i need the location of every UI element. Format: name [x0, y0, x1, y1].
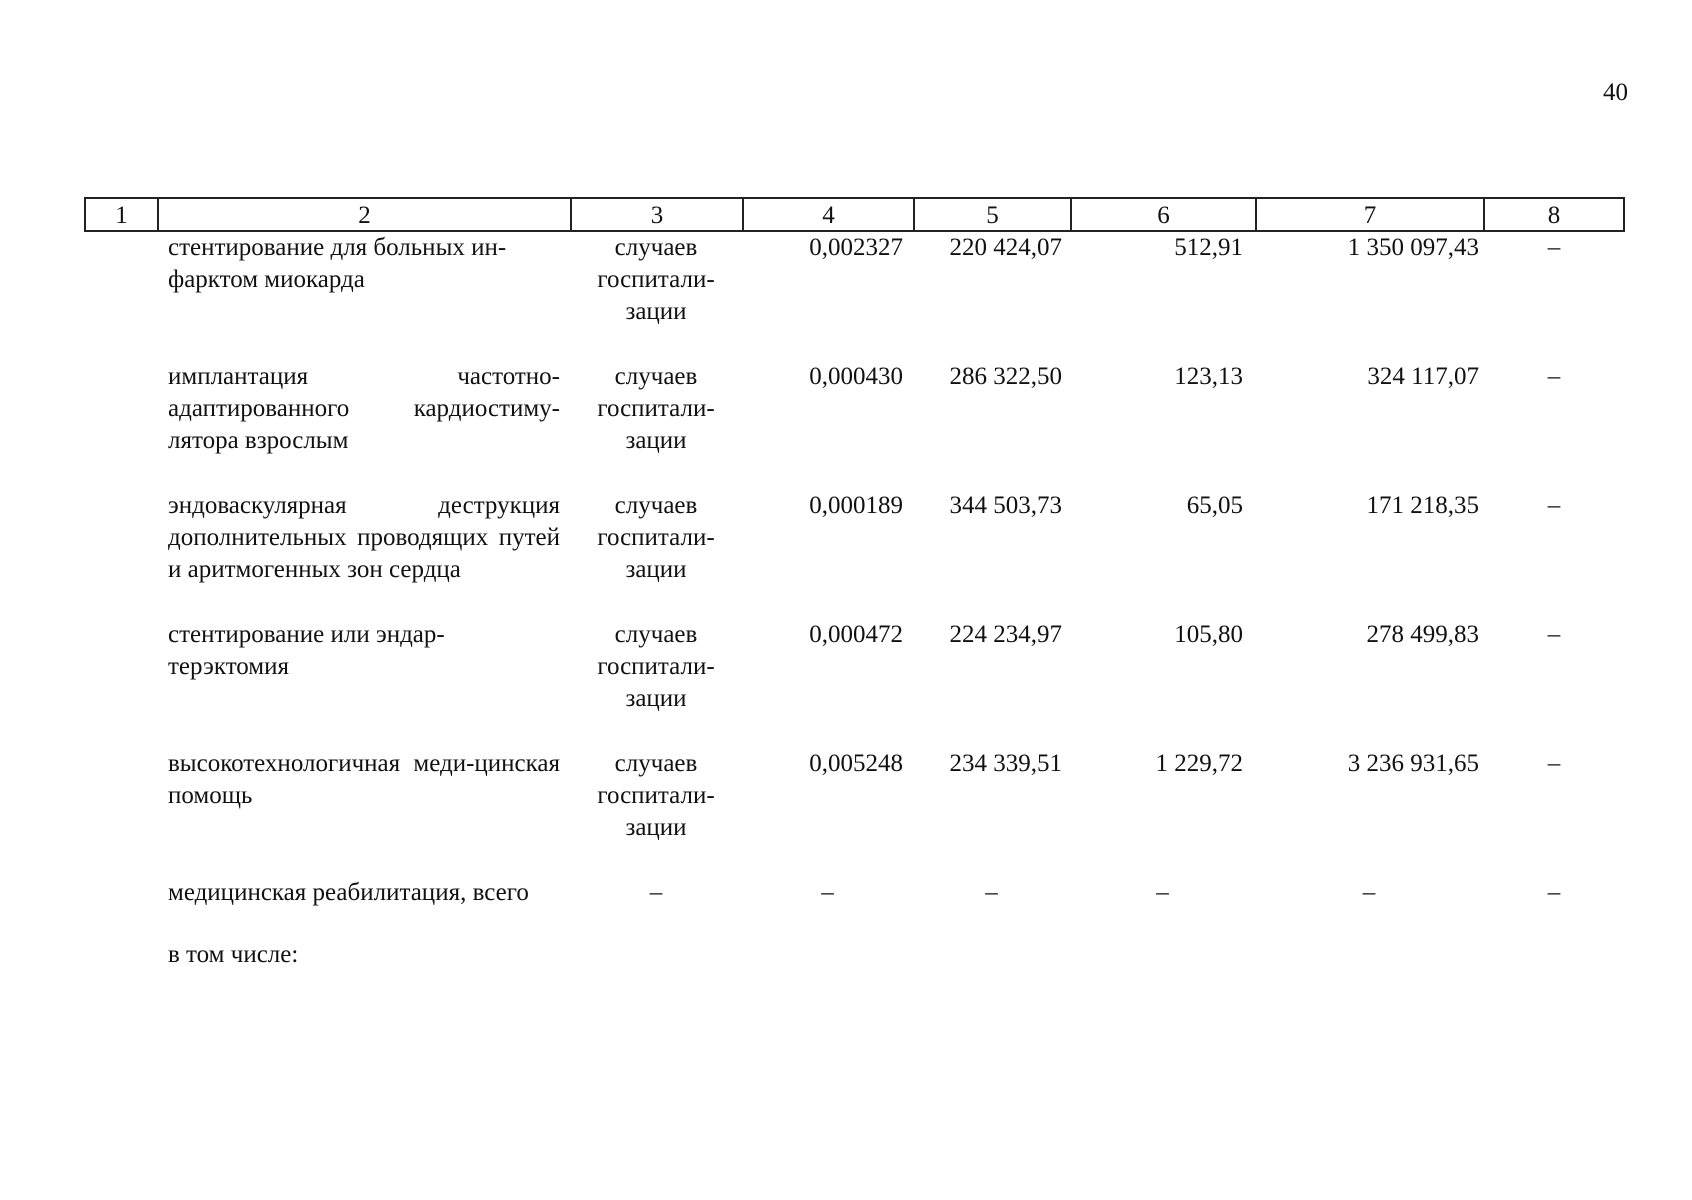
- row-unit: случаев госпитали- зации: [597, 492, 715, 583]
- row-value-4: 0,002327: [809, 234, 903, 261]
- row-value-5: –: [985, 879, 998, 906]
- row-description: высокотехнологичная меди-цинская помощь: [168, 750, 560, 809]
- table-row: [84, 490, 1625, 619]
- row-value-7: –: [1362, 879, 1376, 906]
- table-header-row: [84, 197, 1625, 232]
- table-note: в том числе:: [168, 941, 299, 968]
- row-value-6: 105,80: [1174, 621, 1243, 648]
- row-unit: случаев госпитали- зации: [597, 234, 715, 325]
- row-value-6: –: [1156, 879, 1169, 906]
- row-value-8: –: [1547, 363, 1561, 390]
- row-value-4: –: [821, 879, 834, 906]
- table-row: [84, 232, 1625, 361]
- row-value-4: 0,000472: [809, 621, 903, 648]
- row-value-5: 286 322,50: [949, 363, 1062, 390]
- row-value-7: 171 218,35: [1366, 492, 1479, 519]
- row-value-8: –: [1547, 750, 1561, 777]
- row-unit: случаев госпитали- зации: [597, 750, 715, 841]
- table-body: [84, 232, 1625, 971]
- row-value-8: –: [1547, 492, 1561, 519]
- row-unit: –: [649, 879, 663, 906]
- row-description: эндоваскулярная деструкция дополнительных проводящих путей и аритмогенных зон сердца: [168, 492, 560, 583]
- row-value-4: 0,005248: [809, 750, 903, 777]
- row-unit: случаев госпитали- зации: [597, 363, 715, 454]
- row-description: стентирование для больных ин- фарктом миокарда: [168, 234, 507, 293]
- column-header-3: 3: [570, 197, 742, 232]
- row-value-4: 0,000189: [809, 492, 903, 519]
- page-number: 40: [1603, 79, 1628, 106]
- column-header-8: 8: [1483, 197, 1625, 232]
- data-table: [84, 197, 1625, 971]
- row-value-7: 278 499,83: [1366, 621, 1479, 648]
- row-value-6: 512,91: [1174, 234, 1243, 261]
- table-row: [84, 361, 1625, 490]
- row-value-7: 3 236 931,65: [1347, 750, 1479, 777]
- row-value-4: 0,000430: [809, 363, 903, 390]
- row-value-7: 324 117,07: [1367, 363, 1479, 390]
- row-value-5: 220 424,07: [949, 234, 1062, 261]
- row-value-5: 344 503,73: [949, 492, 1062, 519]
- row-description: стентирование или эндар- терэктомия: [168, 621, 445, 680]
- row-value-5: 224 234,97: [949, 621, 1062, 648]
- row-value-6: 123,13: [1174, 363, 1243, 390]
- column-header-6: 6: [1070, 197, 1255, 232]
- row-value-8: –: [1547, 234, 1561, 261]
- row-value-6: 1 229,72: [1155, 750, 1243, 777]
- column-header-4: 4: [742, 197, 913, 232]
- table-row: [84, 877, 1625, 939]
- table-row: [84, 748, 1625, 877]
- row-value-8: –: [1547, 621, 1561, 648]
- column-header-5: 5: [913, 197, 1070, 232]
- column-header-7: 7: [1255, 197, 1483, 232]
- row-value-6: 65,05: [1186, 492, 1243, 519]
- table-row: [84, 619, 1625, 748]
- column-header-1: 1: [84, 197, 157, 232]
- row-value-8: –: [1547, 879, 1561, 906]
- row-value-5: 234 339,51: [949, 750, 1062, 777]
- row-description: медицинская реабилитация, всего: [168, 879, 529, 906]
- column-header-2: 2: [157, 197, 570, 232]
- row-unit: случаев госпитали- зации: [597, 621, 715, 712]
- row-value-7: 1 350 097,43: [1347, 234, 1479, 261]
- row-description: имплантация частотно-адаптированного кардиостиму-лятора взрослым: [168, 363, 560, 454]
